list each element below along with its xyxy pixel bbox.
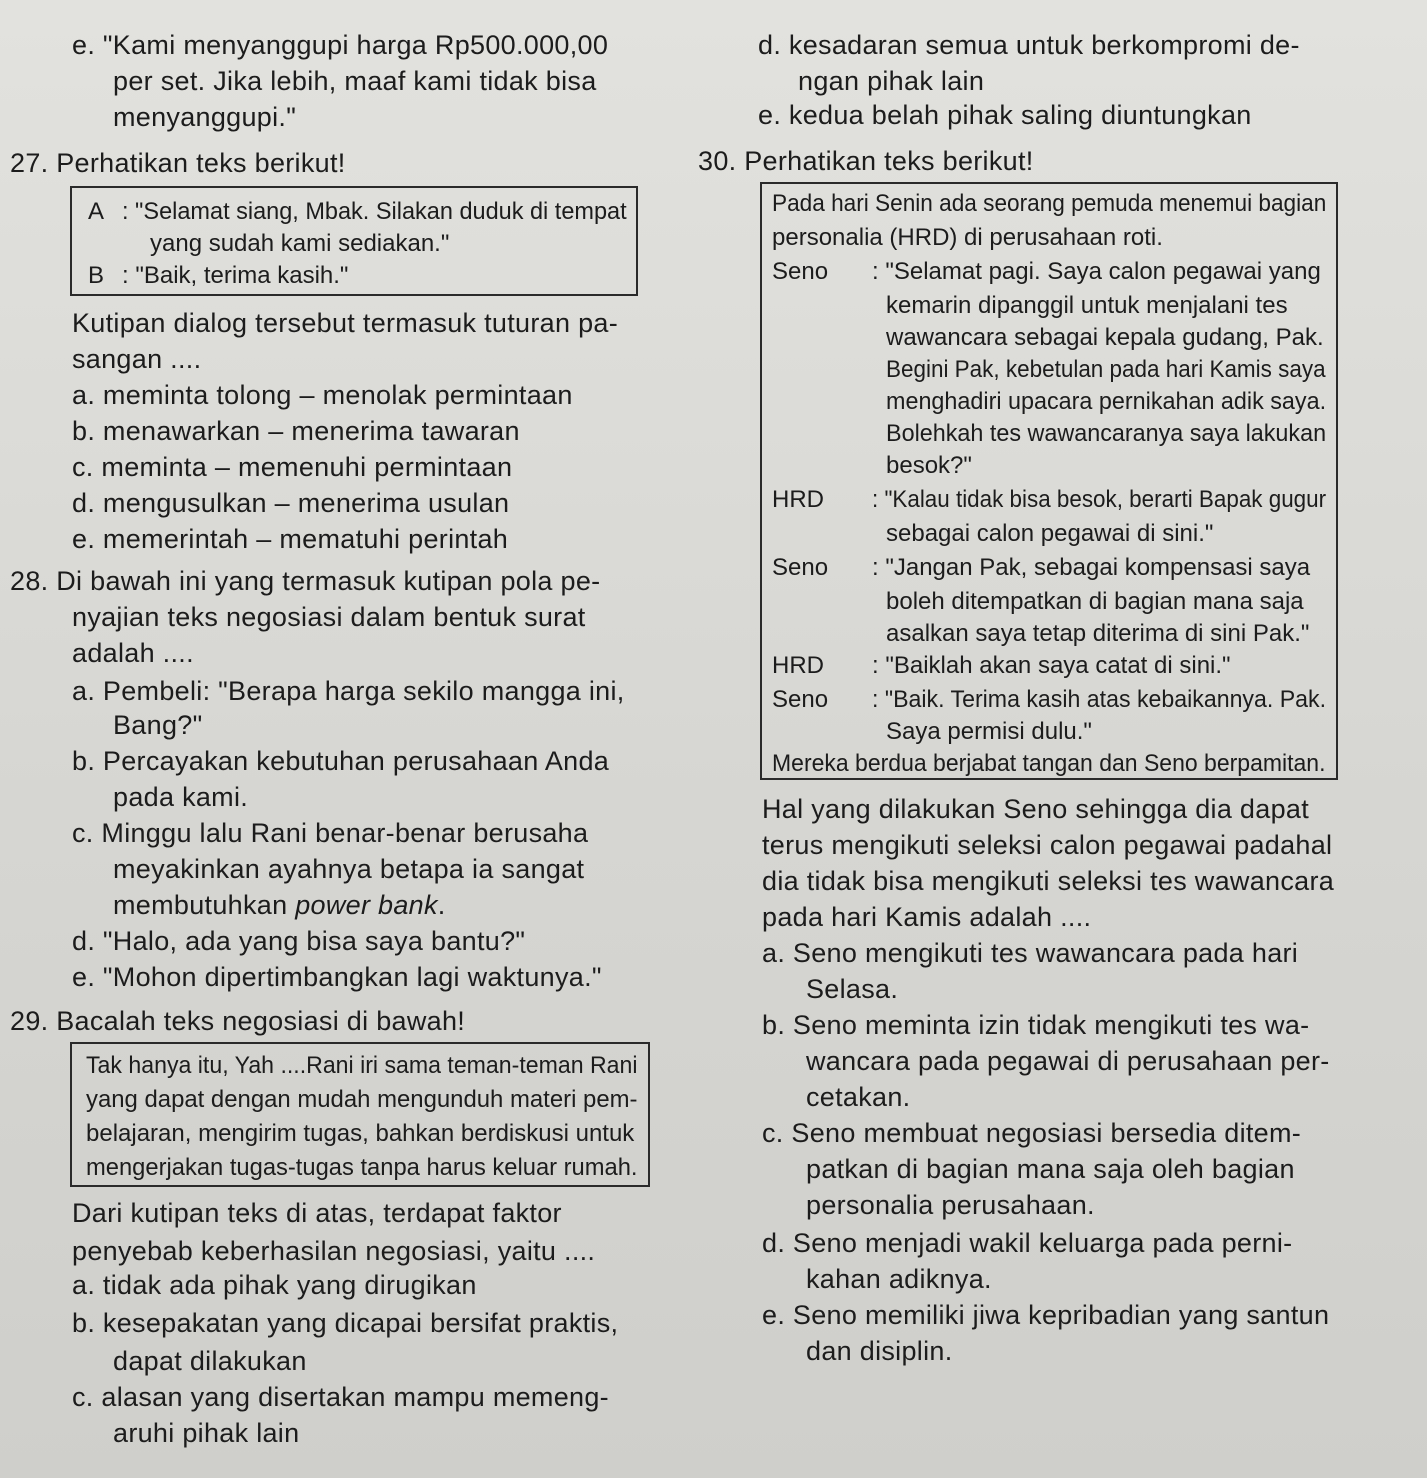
q29-text-box bbox=[70, 1042, 650, 1187]
q30-speaker-seno-3: Seno bbox=[772, 686, 829, 713]
q26-option-e-line3: menyanggupi." bbox=[113, 102, 297, 132]
q30-option-c-line3: personalia perusahaan. bbox=[806, 1190, 1095, 1220]
q30-speaker-seno-2: Seno bbox=[772, 554, 829, 581]
q30-speaker-hrd-1: HRD bbox=[772, 486, 824, 513]
q29-option-b-line2: dapat dilakukan bbox=[113, 1346, 307, 1376]
q27-speaker-b: B bbox=[88, 262, 105, 289]
q29-box-line4: mengerjakan tugas-tugas tanpa harus keluar rumah. bbox=[86, 1154, 638, 1181]
q29-question-line1: Dari kutipan teks di atas, terdapat faktor bbox=[72, 1198, 562, 1228]
q30-option-d-line2: kahan adiknya. bbox=[806, 1264, 992, 1294]
q30-dialog-box bbox=[760, 182, 1338, 780]
q26-option-d-line1: d. kesadaran semua untuk berkompromi de- bbox=[758, 30, 1300, 60]
q26-option-e2: e. kedua belah pihak saling diuntungkan bbox=[758, 100, 1252, 130]
q29-option-a: a. tidak ada pihak yang dirugikan bbox=[72, 1270, 477, 1300]
q30-option-b-line1: b. Seno meminta izin tidak mengikuti tes wa- bbox=[762, 1010, 1310, 1040]
q28-option-c-line3 bbox=[113, 888, 446, 922]
q28-option-c-line3-em: power bank bbox=[295, 890, 438, 920]
q30-intro-line2: personalia (HRD) di perusahaan roti. bbox=[772, 224, 1163, 251]
q30-seno-1-line3: wawancara sebagai kepala gudang, Pak. bbox=[886, 324, 1324, 351]
q29-box-line1: Tak hanya itu, Yah ....Rani iri sama teman-teman Rani bbox=[86, 1052, 638, 1079]
q30-intro-line1: Pada hari Senin ada seorang pemuda menemui bagian bbox=[772, 190, 1327, 217]
q30-hrd-1-line2: sebagai calon pegawai di sini." bbox=[886, 520, 1214, 547]
q30-question-line2: terus mengikuti seleksi calon pegawai padahal bbox=[762, 830, 1333, 860]
q29-box-line3: belajaran, mengirim tugas, bahkan berdiskusi untuk bbox=[86, 1120, 635, 1147]
q28-option-a-line1: a. Pembeli: "Berapa harga sekilo mangga ini, bbox=[72, 676, 625, 706]
q27-option-e: e. memerintah – mematuhi perintah bbox=[72, 524, 509, 554]
q30-seno-1-line2: kemarin dipanggil untuk menjalani tes bbox=[886, 292, 1288, 319]
q27-question-line2: sangan .... bbox=[72, 344, 202, 374]
q26-option-d-line2: ngan pihak lain bbox=[798, 66, 985, 96]
q30-option-a-line2: Selasa. bbox=[806, 974, 899, 1004]
q26-option-e-line1: e. "Kami menyanggupi harga Rp500.000,00 bbox=[72, 30, 609, 60]
q30-option-c-line1: c. Seno membuat negosiasi bersedia ditem- bbox=[762, 1118, 1302, 1148]
q30-seno-2-line2: boleh ditempatkan di bagian mana saja bbox=[886, 588, 1304, 615]
q27-speaker-a: A bbox=[88, 198, 105, 225]
q27-heading: 27. Perhatikan teks berikut! bbox=[10, 148, 346, 178]
q28-option-c-line3-pre: membutuhkan bbox=[113, 890, 296, 920]
q30-speaker-seno-1: Seno bbox=[772, 258, 829, 285]
q27-speaker-a-line2: yang sudah kami sediakan." bbox=[150, 230, 450, 257]
q29-option-c-line2: aruhi pihak lain bbox=[113, 1418, 300, 1448]
q30-option-a-line1: a. Seno mengikuti tes wawancara pada hari bbox=[762, 938, 1299, 968]
q30-option-b-line2: wancara pada pegawai di perusahaan per- bbox=[806, 1046, 1330, 1076]
q30-seno-1-line4: Begini Pak, kebetulan pada hari Kamis saya bbox=[886, 356, 1326, 383]
q30-option-c-line2: patkan di bagian mana saja oleh bagian bbox=[806, 1154, 1295, 1184]
q30-closing-line: Mereka berdua berjabat tangan dan Seno berpamitan. bbox=[772, 750, 1326, 777]
q28-option-b-line1: b. Percayakan kebutuhan perusahaan Anda bbox=[72, 746, 610, 776]
q28-option-d: d. "Halo, ada yang bisa saya bantu?" bbox=[72, 926, 526, 956]
q26-option-e-line2: per set. Jika lebih, maaf kami tidak bisa bbox=[113, 66, 597, 96]
q30-option-b-line3: cetakan. bbox=[806, 1082, 911, 1112]
q27-speaker-a-line1: : "Selamat siang, Mbak. Silakan duduk di tempat bbox=[122, 198, 627, 225]
q29-question-line2: penyebab keberhasilan negosiasi, yaitu .... bbox=[72, 1236, 596, 1266]
q27-dialog-box bbox=[70, 186, 638, 296]
q28-option-e: e. "Mohon dipertimbangkan lagi waktunya." bbox=[72, 962, 602, 992]
q30-seno-1-line7: besok?" bbox=[886, 452, 972, 479]
q27-option-c: c. meminta – memenuhi permintaan bbox=[72, 452, 513, 482]
q28-option-c-line1: c. Minggu lalu Rani benar-benar berusaha bbox=[72, 818, 589, 848]
q30-heading: 30. Perhatikan teks berikut! bbox=[698, 146, 1034, 176]
q29-option-b-line1: b. kesepakatan yang dicapai bersifat praktis, bbox=[72, 1308, 619, 1338]
q28-option-c-line3-post: . bbox=[437, 890, 446, 920]
q30-question-line3: dia tidak bisa mengikuti seleksi tes wawancara bbox=[762, 866, 1335, 896]
q30-question-line4: pada hari Kamis adalah .... bbox=[762, 902, 1092, 932]
q28-option-a-line2: Bang?" bbox=[113, 710, 203, 740]
q29-box-line2: yang dapat dengan mudah mengunduh materi pem- bbox=[86, 1086, 638, 1113]
q30-seno-1-line6: Bolehkah tes wawancaranya saya lakukan bbox=[886, 420, 1327, 447]
q29-option-c-line1: c. alasan yang disertakan mampu memeng- bbox=[72, 1382, 609, 1412]
q28-question-line3: adalah .... bbox=[72, 638, 194, 668]
q30-hrd-2-line1: : "Baiklah akan saya catat di sini." bbox=[872, 652, 1231, 679]
q27-option-d: d. mengusulkan – menerima usulan bbox=[72, 488, 510, 518]
q30-seno-2-line1: : "Jangan Pak, sebagai kompensasi saya bbox=[872, 554, 1311, 581]
q27-speaker-b-line: : "Baik, terima kasih." bbox=[122, 262, 349, 289]
q30-option-e-line1: e. Seno memiliki jiwa kepribadian yang santun bbox=[762, 1300, 1330, 1330]
q30-option-d-line1: d. Seno menjadi wakil keluarga pada perni- bbox=[762, 1228, 1293, 1258]
q30-speaker-hrd-2: HRD bbox=[772, 652, 824, 679]
q30-seno-2-line3: asalkan saya tetap diterima di sini Pak." bbox=[886, 620, 1310, 647]
q30-option-e-line2: dan disiplin. bbox=[806, 1336, 953, 1366]
q28-option-b-line2: pada kami. bbox=[113, 782, 249, 812]
q27-question-line1: Kutipan dialog tersebut termasuk tuturan pa- bbox=[72, 308, 619, 338]
q30-seno-1-line1: : "Selamat pagi. Saya calon pegawai yang bbox=[872, 258, 1321, 285]
q30-seno-3-line1: : "Baik. Terima kasih atas kebaikannya. Pak. bbox=[872, 686, 1327, 713]
q30-seno-3-line2: Saya permisi dulu." bbox=[886, 718, 1092, 745]
q27-option-a: a. meminta tolong – menolak permintaan bbox=[72, 380, 573, 410]
q29-heading: 29. Bacalah teks negosiasi di bawah! bbox=[10, 1006, 466, 1036]
q30-hrd-1-line1: : "Kalau tidak bisa besok, berarti Bapak gugur bbox=[872, 486, 1327, 513]
q30-question-line1: Hal yang dilakukan Seno sehingga dia dapat bbox=[762, 794, 1309, 824]
q28-question-line1: 28. Di bawah ini yang termasuk kutipan pola pe- bbox=[10, 566, 601, 596]
q27-option-b: b. menawarkan – menerima tawaran bbox=[72, 416, 520, 446]
q28-option-c-line2: meyakinkan ayahnya betapa ia sangat bbox=[113, 854, 585, 884]
q28-question-line2: nyajian teks negosiasi dalam bentuk surat bbox=[72, 602, 586, 632]
q30-seno-1-line5: menghadiri upacara pernikahan adik saya. bbox=[886, 388, 1327, 415]
